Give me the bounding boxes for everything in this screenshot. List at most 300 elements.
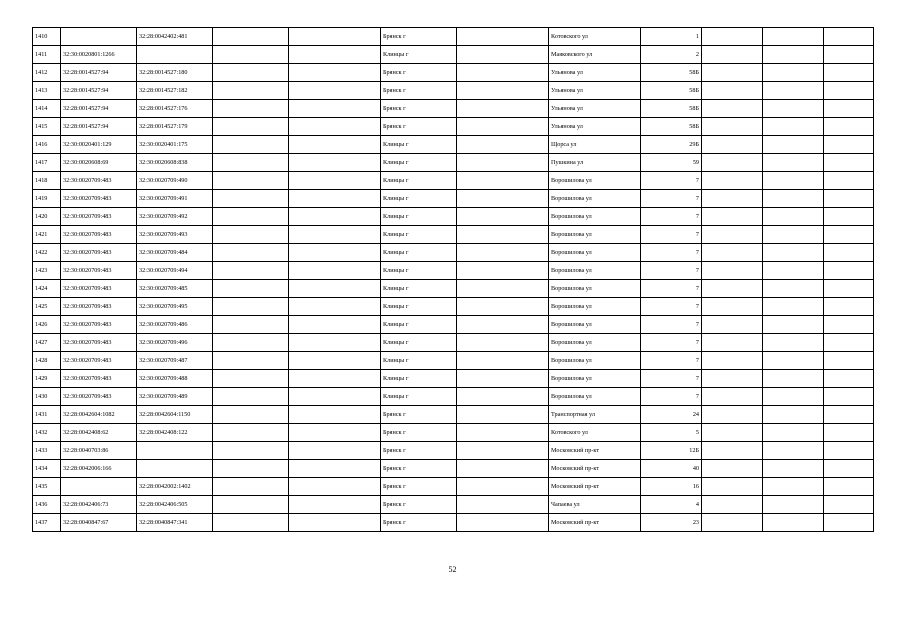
object-cadastral-number-cell: 32:30:0020709:485 <box>137 280 213 298</box>
empty-cell <box>763 496 824 514</box>
object-cadastral-number-cell: 32:30:0020709:487 <box>137 352 213 370</box>
empty-cell <box>457 190 549 208</box>
empty-cell <box>457 496 549 514</box>
row-number-cell: 1424 <box>33 280 61 298</box>
city-cell: Брянск г <box>381 442 457 460</box>
empty-cell <box>824 46 874 64</box>
table-row <box>33 46 874 64</box>
empty-cell <box>289 406 381 424</box>
cadastral-number-cell: 32:30:0020709:483 <box>61 190 137 208</box>
empty-cell <box>457 46 549 64</box>
row-number-cell: 1426 <box>33 316 61 334</box>
object-cadastral-number-cell <box>137 460 213 478</box>
empty-cell <box>702 478 763 496</box>
empty-cell <box>289 388 381 406</box>
object-cadastral-number-cell: 32:28:0014527:176 <box>137 100 213 118</box>
row-number-cell: 1413 <box>33 82 61 100</box>
empty-cell <box>289 370 381 388</box>
empty-cell <box>457 334 549 352</box>
house-number-cell: 24 <box>641 406 702 424</box>
empty-cell <box>702 118 763 136</box>
cadastral-number-cell: 32:28:0014527:94 <box>61 82 137 100</box>
empty-cell <box>702 208 763 226</box>
house-number-cell: 7 <box>641 208 702 226</box>
empty-cell <box>763 316 824 334</box>
empty-cell <box>824 28 874 46</box>
empty-cell <box>702 172 763 190</box>
cadastral-number-cell: 32:30:0020709:483 <box>61 226 137 244</box>
empty-cell <box>213 28 289 46</box>
table-row <box>33 496 874 514</box>
empty-cell <box>213 82 289 100</box>
house-number-cell: 7 <box>641 388 702 406</box>
empty-cell <box>457 82 549 100</box>
empty-cell <box>763 82 824 100</box>
object-cadastral-number-cell: 32:28:0042604:1150 <box>137 406 213 424</box>
empty-cell <box>457 442 549 460</box>
city-cell: Брянск г <box>381 424 457 442</box>
cadastral-number-cell: 32:30:0020709:483 <box>61 316 137 334</box>
city-cell: Клинцы г <box>381 154 457 172</box>
table-row <box>33 388 874 406</box>
cadastral-number-cell: 32:28:0042406:73 <box>61 496 137 514</box>
empty-cell <box>457 406 549 424</box>
row-number-cell: 1423 <box>33 262 61 280</box>
house-number-cell: 58Б <box>641 118 702 136</box>
street-cell: Ворошилова ул <box>549 226 641 244</box>
empty-cell <box>702 406 763 424</box>
empty-cell <box>763 388 824 406</box>
object-cadastral-number-cell: 32:30:0020608:838 <box>137 154 213 172</box>
empty-cell <box>702 262 763 280</box>
empty-cell <box>824 442 874 460</box>
empty-cell <box>213 316 289 334</box>
object-cadastral-number-cell: 32:28:0014527:179 <box>137 118 213 136</box>
city-cell: Клинцы г <box>381 136 457 154</box>
empty-cell <box>213 334 289 352</box>
row-number-cell: 1435 <box>33 478 61 496</box>
table-row <box>33 352 874 370</box>
house-number-cell: 4 <box>641 496 702 514</box>
table-row <box>33 298 874 316</box>
city-cell: Клинцы г <box>381 172 457 190</box>
empty-cell <box>702 154 763 172</box>
empty-cell <box>824 154 874 172</box>
city-cell: Брянск г <box>381 100 457 118</box>
empty-cell <box>824 478 874 496</box>
empty-cell <box>763 406 824 424</box>
empty-cell <box>702 352 763 370</box>
empty-cell <box>289 442 381 460</box>
empty-cell <box>289 334 381 352</box>
street-cell: Котовского ул <box>549 424 641 442</box>
street-cell: Ульянова ул <box>549 100 641 118</box>
object-cadastral-number-cell: 32:28:0014527:180 <box>137 64 213 82</box>
empty-cell <box>289 244 381 262</box>
row-number-cell: 1421 <box>33 226 61 244</box>
object-cadastral-number-cell: 32:30:0020709:490 <box>137 172 213 190</box>
object-cadastral-number-cell: 32:30:0020709:495 <box>137 298 213 316</box>
empty-cell <box>213 262 289 280</box>
empty-cell <box>763 46 824 64</box>
empty-cell <box>763 190 824 208</box>
empty-cell <box>213 388 289 406</box>
empty-cell <box>824 100 874 118</box>
city-cell: Брянск г <box>381 478 457 496</box>
table-row <box>33 226 874 244</box>
street-cell: Ворошилова ул <box>549 190 641 208</box>
empty-cell <box>213 352 289 370</box>
street-cell: Московский пр-кт <box>549 478 641 496</box>
empty-cell <box>824 136 874 154</box>
house-number-cell: 7 <box>641 226 702 244</box>
empty-cell <box>702 316 763 334</box>
cadastral-number-cell: 32:30:0020709:483 <box>61 172 137 190</box>
street-cell: Котовского ул <box>549 28 641 46</box>
row-number-cell: 1425 <box>33 298 61 316</box>
street-cell: Ворошилова ул <box>549 352 641 370</box>
empty-cell <box>213 370 289 388</box>
empty-cell <box>457 136 549 154</box>
empty-cell <box>824 208 874 226</box>
empty-cell <box>702 46 763 64</box>
street-cell: Ворошилова ул <box>549 244 641 262</box>
object-cadastral-number-cell: 32:28:0040847:341 <box>137 514 213 532</box>
empty-cell <box>824 190 874 208</box>
row-number-cell: 1418 <box>33 172 61 190</box>
page-number: 52 <box>448 565 457 574</box>
empty-cell <box>213 100 289 118</box>
object-cadastral-number-cell <box>137 46 213 64</box>
row-number-cell: 1416 <box>33 136 61 154</box>
city-cell: Клинцы г <box>381 190 457 208</box>
empty-cell <box>457 226 549 244</box>
cadastral-number-cell: 32:30:0020709:483 <box>61 208 137 226</box>
empty-cell <box>289 316 381 334</box>
empty-cell <box>289 280 381 298</box>
empty-cell <box>289 460 381 478</box>
table-row <box>33 172 874 190</box>
object-cadastral-number-cell: 32:28:0014527:182 <box>137 82 213 100</box>
empty-cell <box>824 172 874 190</box>
object-cadastral-number-cell: 32:30:0020709:492 <box>137 208 213 226</box>
empty-cell <box>763 100 824 118</box>
empty-cell <box>702 244 763 262</box>
empty-cell <box>289 154 381 172</box>
house-number-cell: 1 <box>641 28 702 46</box>
table-row <box>33 406 874 424</box>
table-row <box>33 154 874 172</box>
house-number-cell: 59 <box>641 154 702 172</box>
city-cell: Клинцы г <box>381 226 457 244</box>
empty-cell <box>763 478 824 496</box>
city-cell: Клинцы г <box>381 316 457 334</box>
house-number-cell: 16 <box>641 478 702 496</box>
empty-cell <box>702 460 763 478</box>
empty-cell <box>457 28 549 46</box>
empty-cell <box>702 226 763 244</box>
row-number-cell: 1430 <box>33 388 61 406</box>
empty-cell <box>289 226 381 244</box>
table-row <box>33 334 874 352</box>
street-cell: Ульянова ул <box>549 64 641 82</box>
empty-cell <box>763 118 824 136</box>
cadastral-number-cell: 32:30:0020709:483 <box>61 280 137 298</box>
object-cadastral-number-cell: 32:28:0042402:481 <box>137 28 213 46</box>
table-row <box>33 424 874 442</box>
row-number-cell: 1427 <box>33 334 61 352</box>
cadastral-number-cell: 32:28:0014527:94 <box>61 118 137 136</box>
empty-cell <box>213 496 289 514</box>
table-row <box>33 514 874 532</box>
empty-cell <box>289 352 381 370</box>
row-number-cell: 1429 <box>33 370 61 388</box>
empty-cell <box>457 370 549 388</box>
empty-cell <box>763 298 824 316</box>
row-number-cell: 1412 <box>33 64 61 82</box>
cadastral-number-cell: 32:30:0020709:483 <box>61 262 137 280</box>
row-number-cell: 1419 <box>33 190 61 208</box>
empty-cell <box>763 208 824 226</box>
empty-cell <box>289 172 381 190</box>
empty-cell <box>763 154 824 172</box>
empty-cell <box>289 424 381 442</box>
table-row <box>33 280 874 298</box>
empty-cell <box>213 64 289 82</box>
city-cell: Брянск г <box>381 406 457 424</box>
empty-cell <box>289 28 381 46</box>
row-number-cell: 1433 <box>33 442 61 460</box>
empty-cell <box>702 514 763 532</box>
city-cell: Клинцы г <box>381 334 457 352</box>
empty-cell <box>457 424 549 442</box>
street-cell: Чапаева ул <box>549 496 641 514</box>
cadastral-number-cell: 32:28:0040847:67 <box>61 514 137 532</box>
street-cell: Транспортная ул <box>549 406 641 424</box>
empty-cell <box>213 136 289 154</box>
house-number-cell: 7 <box>641 298 702 316</box>
empty-cell <box>457 280 549 298</box>
empty-cell <box>702 82 763 100</box>
row-number-cell: 1417 <box>33 154 61 172</box>
cadastral-number-cell <box>61 28 137 46</box>
house-number-cell: 7 <box>641 316 702 334</box>
empty-cell <box>213 154 289 172</box>
empty-cell <box>702 388 763 406</box>
empty-cell <box>289 46 381 64</box>
city-cell: Брянск г <box>381 496 457 514</box>
object-cadastral-number-cell: 32:30:0020709:488 <box>137 370 213 388</box>
empty-cell <box>824 370 874 388</box>
table-row <box>33 460 874 478</box>
empty-cell <box>289 190 381 208</box>
cadastral-number-cell: 32:28:0014527:94 <box>61 100 137 118</box>
empty-cell <box>763 280 824 298</box>
street-cell: Ульянова ул <box>549 82 641 100</box>
empty-cell <box>824 64 874 82</box>
empty-cell <box>213 190 289 208</box>
cadastral-number-cell: 32:30:0020709:483 <box>61 334 137 352</box>
empty-cell <box>763 64 824 82</box>
empty-cell <box>824 334 874 352</box>
table-row <box>33 82 874 100</box>
house-number-cell: 7 <box>641 190 702 208</box>
house-number-cell: 7 <box>641 280 702 298</box>
empty-cell <box>702 100 763 118</box>
empty-cell <box>457 352 549 370</box>
empty-cell <box>289 298 381 316</box>
row-number-cell: 1415 <box>33 118 61 136</box>
object-cadastral-number-cell <box>137 442 213 460</box>
house-number-cell: 7 <box>641 370 702 388</box>
house-number-cell: 58Б <box>641 82 702 100</box>
object-cadastral-number-cell: 32:30:0020709:494 <box>137 262 213 280</box>
row-number-cell: 1420 <box>33 208 61 226</box>
empty-cell <box>702 496 763 514</box>
empty-cell <box>824 298 874 316</box>
empty-cell <box>457 208 549 226</box>
row-number-cell: 1410 <box>33 28 61 46</box>
empty-cell <box>702 136 763 154</box>
empty-cell <box>763 28 824 46</box>
house-number-cell: 7 <box>641 334 702 352</box>
object-cadastral-number-cell: 32:28:0042408:122 <box>137 424 213 442</box>
street-cell: Ульянова ул <box>549 118 641 136</box>
object-cadastral-number-cell: 32:30:0020709:486 <box>137 316 213 334</box>
street-cell: Ворошилова ул <box>549 316 641 334</box>
house-number-cell: 40 <box>641 460 702 478</box>
street-cell: Ворошилова ул <box>549 388 641 406</box>
empty-cell <box>289 496 381 514</box>
cadastral-number-cell <box>61 478 137 496</box>
empty-cell <box>213 424 289 442</box>
table-row <box>33 190 874 208</box>
empty-cell <box>213 172 289 190</box>
empty-cell <box>289 208 381 226</box>
object-cadastral-number-cell: 32:30:0020401:175 <box>137 136 213 154</box>
row-number-cell: 1434 <box>33 460 61 478</box>
empty-cell <box>763 424 824 442</box>
cadastral-number-cell: 32:30:0020709:483 <box>61 298 137 316</box>
row-number-cell: 1428 <box>33 352 61 370</box>
street-cell: Маяковского ул <box>549 46 641 64</box>
empty-cell <box>824 352 874 370</box>
register-table <box>32 27 874 532</box>
cadastral-number-cell: 32:28:0014527:94 <box>61 64 137 82</box>
empty-cell <box>457 118 549 136</box>
table-row <box>33 244 874 262</box>
cadastral-number-cell: 32:30:0020709:483 <box>61 370 137 388</box>
table-row <box>33 442 874 460</box>
object-cadastral-number-cell: 32:28:0042002:1402 <box>137 478 213 496</box>
street-cell: Ворошилова ул <box>549 280 641 298</box>
empty-cell <box>702 64 763 82</box>
empty-cell <box>763 514 824 532</box>
row-number-cell: 1437 <box>33 514 61 532</box>
city-cell: Брянск г <box>381 28 457 46</box>
house-number-cell: 23 <box>641 514 702 532</box>
empty-cell <box>457 388 549 406</box>
cadastral-number-cell: 32:28:0042604:1082 <box>61 406 137 424</box>
cadastral-number-cell: 32:30:0020801:1266 <box>61 46 137 64</box>
empty-cell <box>457 154 549 172</box>
object-cadastral-number-cell: 32:30:0020709:491 <box>137 190 213 208</box>
empty-cell <box>213 298 289 316</box>
cadastral-number-cell: 32:30:0020709:483 <box>61 352 137 370</box>
table-row <box>33 28 874 46</box>
city-cell: Клинцы г <box>381 298 457 316</box>
empty-cell <box>824 496 874 514</box>
city-cell: Клинцы г <box>381 244 457 262</box>
empty-cell <box>763 136 824 154</box>
city-cell: Брянск г <box>381 514 457 532</box>
street-cell: Ворошилова ул <box>549 370 641 388</box>
street-cell: Ворошилова ул <box>549 172 641 190</box>
row-number-cell: 1436 <box>33 496 61 514</box>
empty-cell <box>824 388 874 406</box>
cadastral-number-cell: 32:28:0042006:166 <box>61 460 137 478</box>
empty-cell <box>824 316 874 334</box>
object-cadastral-number-cell: 32:30:0020709:496 <box>137 334 213 352</box>
empty-cell <box>763 442 824 460</box>
cadastral-number-cell: 32:30:0020709:483 <box>61 244 137 262</box>
empty-cell <box>824 226 874 244</box>
empty-cell <box>702 28 763 46</box>
empty-cell <box>289 100 381 118</box>
house-number-cell: 2 <box>641 46 702 64</box>
empty-cell <box>763 244 824 262</box>
empty-cell <box>824 406 874 424</box>
empty-cell <box>289 262 381 280</box>
table-row <box>33 208 874 226</box>
row-number-cell: 1432 <box>33 424 61 442</box>
empty-cell <box>213 208 289 226</box>
empty-cell <box>457 316 549 334</box>
row-number-cell: 1414 <box>33 100 61 118</box>
empty-cell <box>824 514 874 532</box>
cadastral-number-cell: 32:28:0040703:86 <box>61 442 137 460</box>
empty-cell <box>457 100 549 118</box>
empty-cell <box>702 334 763 352</box>
city-cell: Клинцы г <box>381 370 457 388</box>
empty-cell <box>763 460 824 478</box>
empty-cell <box>457 262 549 280</box>
empty-cell <box>702 442 763 460</box>
empty-cell <box>213 442 289 460</box>
empty-cell <box>824 424 874 442</box>
empty-cell <box>457 244 549 262</box>
house-number-cell: 5 <box>641 424 702 442</box>
empty-cell <box>457 514 549 532</box>
house-number-cell: 58Б <box>641 100 702 118</box>
register-table-body <box>33 28 874 532</box>
street-cell: Щорса ул <box>549 136 641 154</box>
empty-cell <box>763 334 824 352</box>
row-number-cell: 1422 <box>33 244 61 262</box>
empty-cell <box>213 514 289 532</box>
city-cell: Клинцы г <box>381 280 457 298</box>
empty-cell <box>213 118 289 136</box>
empty-cell <box>213 226 289 244</box>
table-row <box>33 262 874 280</box>
city-cell: Клинцы г <box>381 46 457 64</box>
empty-cell <box>763 226 824 244</box>
empty-cell <box>702 298 763 316</box>
empty-cell <box>213 280 289 298</box>
house-number-cell: 7 <box>641 172 702 190</box>
empty-cell <box>763 172 824 190</box>
cadastral-number-cell: 32:30:0020709:483 <box>61 388 137 406</box>
